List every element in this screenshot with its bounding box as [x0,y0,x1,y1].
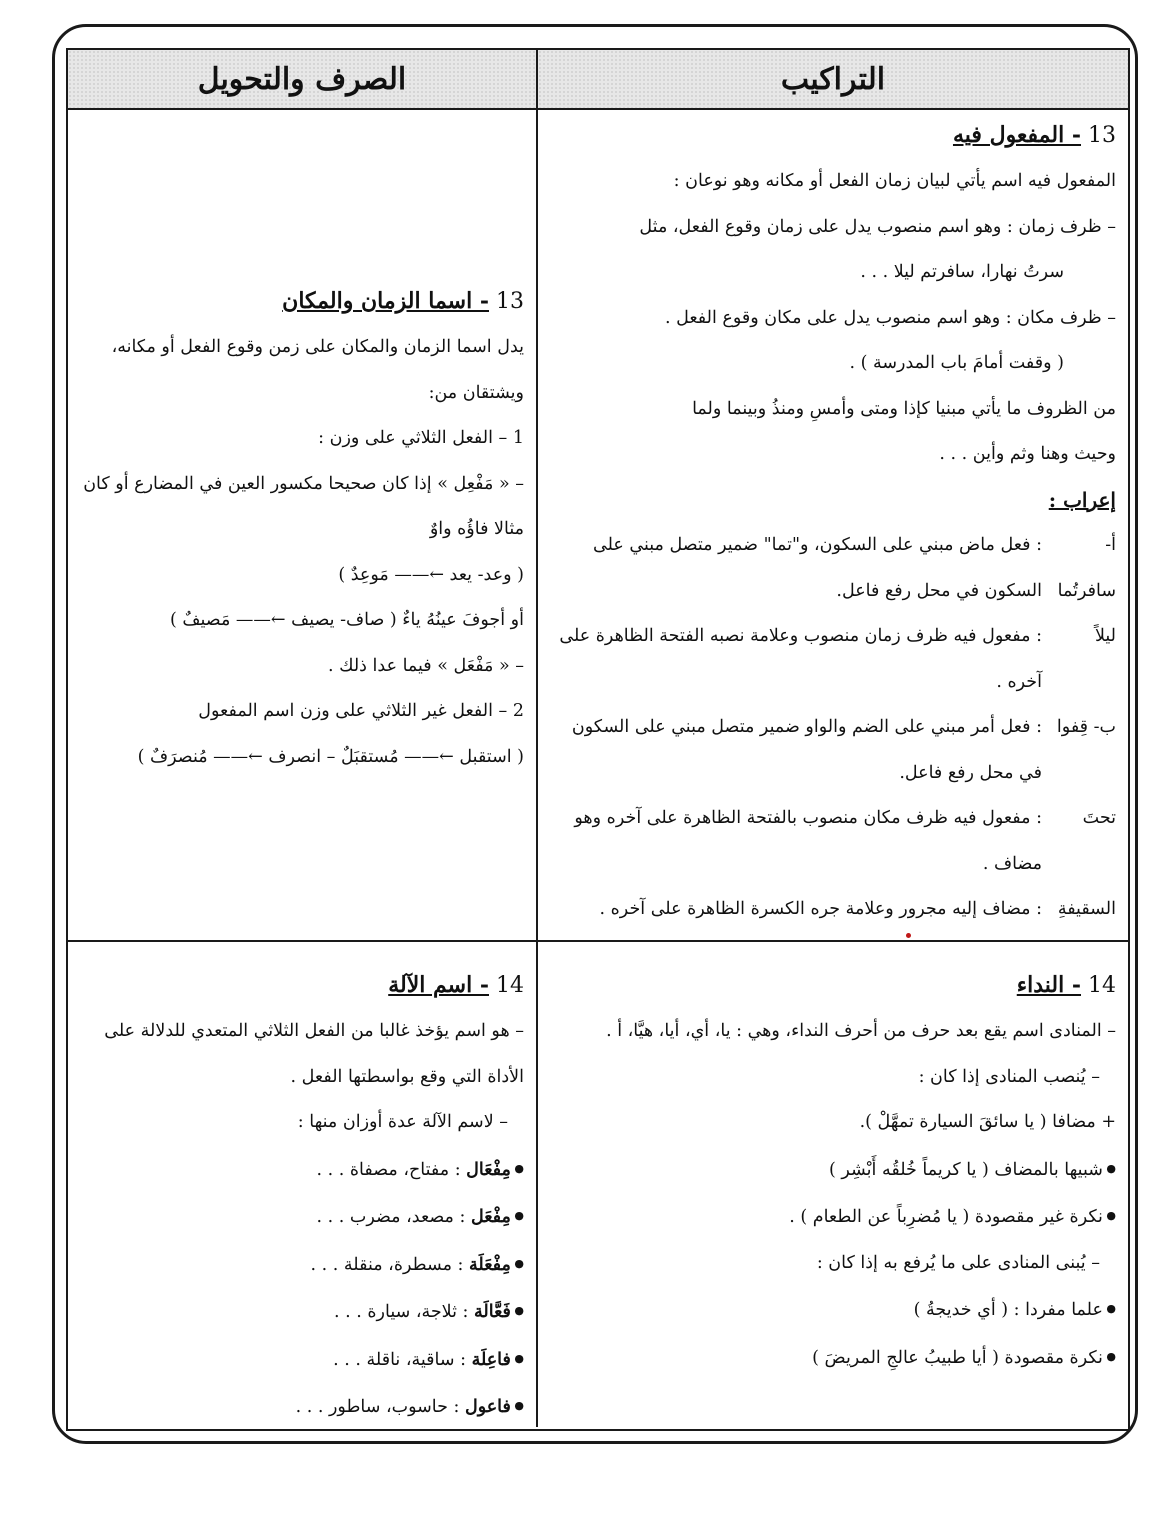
header-morphology: الصرف والتحويل [197,61,407,97]
section-13-morph-title: 13 - اسما الزمان والمكان [282,288,524,314]
irab-row [548,523,1116,614]
syntax-14-line: + مضافا ( يا سائقَ السيارة تمهَّلْ ). [859,1112,1116,1132]
syntax-13-line: من الظروف ما يأتي مبنيا كإذا ومتى وأمسِ ومنذُ وبينما ولما [692,398,1116,419]
pattern-word: فاعِلَة [471,1349,511,1370]
syntax-14-bullet: ● شبيها بالمضاف ( يا كريماً خُلقُه أَبْشِر ) [548,1146,1116,1194]
irab-analysis: : مفعول فيه ظرف مكان منصوب بالفتحة الظاهرة على آخره وهو مضاف . [574,808,1042,874]
syntax-13-line: – ظرف مكان : وهو اسم منصوب يدل على مكان وقوع الفعل . [664,307,1116,328]
instrument-pattern [78,1146,524,1194]
syntax-14-bullet: ● علما مفردا : ( أي خديجةُ ) [548,1286,1116,1334]
ink-dot [906,933,911,938]
morph-13-line: 1 – الفعل الثلاثي على وزن : [318,428,524,448]
irab-row [548,705,1116,796]
header-right [538,50,1128,110]
pattern-word: مِفْعَلَة [469,1254,511,1275]
header-left [68,50,538,110]
syntax-14-bullet: ● نكرة غير مقصودة ( يا مُضرِباً عن الطعام ) . [548,1193,1116,1241]
syntax-13-line: ( وقفت أمامَ باب المدرسة ) . [849,353,1064,373]
pattern-examples: : ساقية، ناقلة . . . [333,1349,466,1370]
section-14-syntax-title: 14 - النداء [1016,972,1116,998]
pattern-word: مِفْعَال [466,1159,511,1180]
irab-heading: إعراب : [1048,487,1116,512]
irab-analysis: : فعل ماض مبني على السكون، و"تما" ضمير متصل مبني على السكون في محل رفع فاعل. [592,535,1042,601]
irab-row [548,887,1116,933]
syntax-13-line: سرتُ نهارا، سافرتم ليلا . . . [860,262,1064,282]
morph-13-line: – « مَفْعِل » إذا كان صحيحا مكسور العين في المضارع أو كان مثالا فاؤُه واوٌ [83,473,524,539]
syntax-13-line: وحيث وهنا وثم وأين . . . [939,444,1116,464]
pattern-examples: : ثلاجة، سيارة . . . [333,1302,469,1322]
instrument-pattern [78,1241,524,1289]
syntax-13-line: – ظرف زمان : وهو اسم منصوب يدل على زمان وقوع الفعل، مثل [639,216,1116,237]
morph-14-line: – لاسم الآلة عدة أوزان منها : [297,1112,508,1132]
irab-word: ب- قِفوا [1056,717,1116,737]
lesson-table [66,48,1130,1431]
irab-row [548,614,1116,705]
morph-13-line: أو أجوفَ عينُهُ ياءٌ ( صاف- يصيف ←—— مَصيفٌ ) [169,610,524,630]
pattern-examples: : مسطرة، منقلة . . . [310,1254,464,1275]
irab-analysis: : فعل أمر مبني على الضم والواو ضمير متصل مبني على السكون في محل رفع فاعل. [571,717,1042,783]
irab-analysis: : مفعول فيه ظرف زمان منصوب وعلامة نصبه الفتحة الظاهرة على آخره . [559,626,1042,692]
syntax-14-line: – يُبنى المنادى على ما يُرفع به إذا كان : [816,1252,1100,1273]
pattern-word: مِفْعَل [470,1207,511,1227]
morph-13-line: – « مَفْعَل » فيما عدا ذلك . [327,655,524,676]
syntax-14-bullet: ● نكرة مقصودة ( أيا طبيبُ عالجِ المريضَ ) [548,1334,1116,1382]
irab-word: ليلاً [1094,626,1116,646]
morph-13-line: 2 – الفعل غير الثلاثي على وزن اسم المفعول [198,701,524,721]
instrument-pattern [78,1288,524,1336]
cell-13-syntax [538,110,1128,942]
irab-word: السقيفةِ [1057,899,1116,919]
cell-13-morphology [68,110,538,942]
irab-analysis: : مضاف إليه مجرور وعلامة جره الكسرة الظاهرة على آخره . [599,899,1042,919]
syntax-14-line: – يُنصب المنادى إذا كان : [918,1066,1100,1087]
irab-word: تحتَ [1082,808,1116,828]
morph-14-line: – هو اسم يؤخذ غالبا من الفعل الثلاثي المتعدي للدلالة على الأداة التي وقع بواسطتها الفعل . [104,1021,524,1087]
irab-word: أ- سافرتُما [1057,535,1116,601]
cell-14-morphology [68,942,538,1427]
morph-13-line: ( استقبل ←—— مُستقبَلٌ – انصرف ←—— مُنصرَفٌ ) [137,746,524,767]
syntax-14-line: – المنادى اسم يقع بعد حرف من أحرف النداء، وهي : يا، أي، أيا، هيَّا، أ . [606,1021,1116,1041]
syntax-13-line: المفعول فيه اسم يأتي لبيان زمان الفعل أو مكانه وهو نوعان : [673,171,1116,191]
section-13-syntax-title: 13 - المفعول فيه [952,122,1116,148]
pattern-word: فَعَّالَة [474,1302,511,1322]
cell-14-syntax [538,942,1128,1427]
pattern-word: فاعول [464,1397,511,1417]
morph-13-line: يدل اسما الزمان والمكان على زمن وقوع الفعل أو مكانه، ويشتقان من: [111,337,524,403]
instrument-pattern [78,1336,524,1384]
morph-13-line: ( وعد- يعد ←—— مَوعِدٌ ) [338,564,524,585]
section-14-morph-title: 14 - اسم الآلة [388,972,524,998]
instrument-pattern [78,1193,524,1241]
pattern-examples: : حاسوب، ساطور . . . [295,1397,460,1417]
header-syntax: التراكيب [780,61,886,97]
pattern-examples: : مفتاح، مصفاة . . . [316,1159,461,1180]
irab-row [548,796,1116,887]
pattern-examples: : مصعد، مضرب . . . [316,1207,466,1227]
instrument-pattern [78,1383,524,1427]
